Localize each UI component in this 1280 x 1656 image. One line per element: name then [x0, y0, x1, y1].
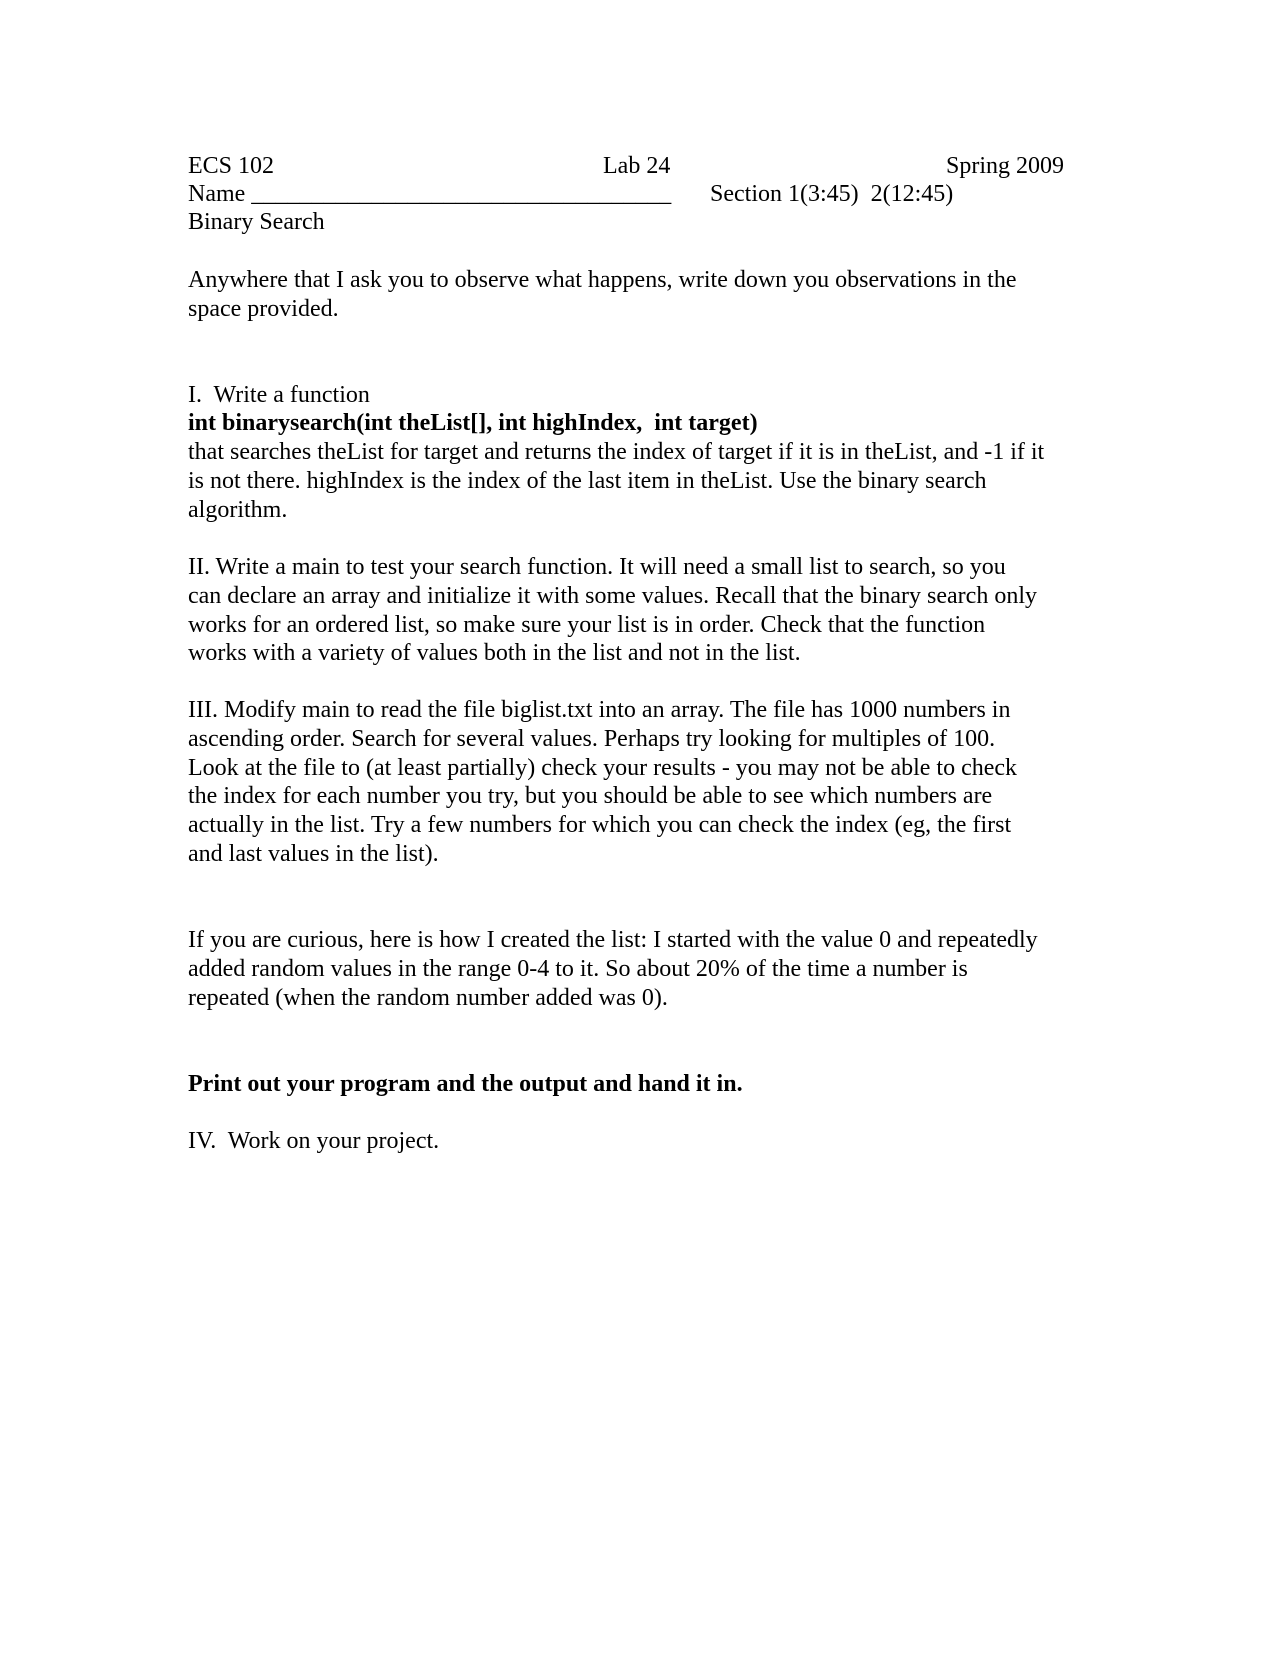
curious-paragraph: If you are curious, here is how I created the list: I started with the value 0 and repeatedly added random values in the range 0-4 to it. So about 20% of the time a number is repeated (when the random number added was 0).: [188, 927, 1038, 1011]
name-field-label: Name ___________________________________: [188, 181, 672, 207]
part4-line: IV. Work on your project.: [188, 1128, 440, 1154]
term: Spring 2009: [946, 153, 1065, 179]
document-title: Binary Search: [188, 209, 325, 235]
function-signature: int binarysearch(int theList[], int highIndex, int target): [188, 410, 758, 436]
part1-description: that searches theList for target and returns the index of target if it is in theList, and -1 if it is not there. highIndex is the index of the last item in theList. Use the binary search algorithm.: [188, 439, 1045, 523]
print-instruction: Print out your program and the output and hand it in.: [188, 1071, 743, 1097]
intro-paragraph: Anywhere that I ask you to observe what happens, write down you observations in the space provided.: [188, 267, 1017, 322]
course-code: ECS 102: [188, 153, 275, 179]
lab-number: Lab 24: [603, 153, 671, 179]
part1-heading: I. Write a function: [188, 382, 370, 408]
part3-paragraph: III. Modify main to read the file biglist.txt into an array. The file has 1000 numbers in ascending order. Search for several values. Perhaps try looking for multiples of 100. Look at the file to (at least partially) check your results - you may not be able to check the index for each number you try, but you should be able to see which numbers are actually in the list. Try a few numbers for which you can check the index (eg, the first and last values in the list).: [188, 697, 1018, 867]
section-times: Section 1(3:45) 2(12:45): [710, 181, 954, 207]
part2-paragraph: II. Write a main to test your search function. It will need a small list to search, so you can declare an array and initialize it with some values. Recall that the binary search only works for an ordered list, so make sure your list is in order. Check that the function works with a variety of values both in the list and not in the list.: [188, 554, 1037, 667]
